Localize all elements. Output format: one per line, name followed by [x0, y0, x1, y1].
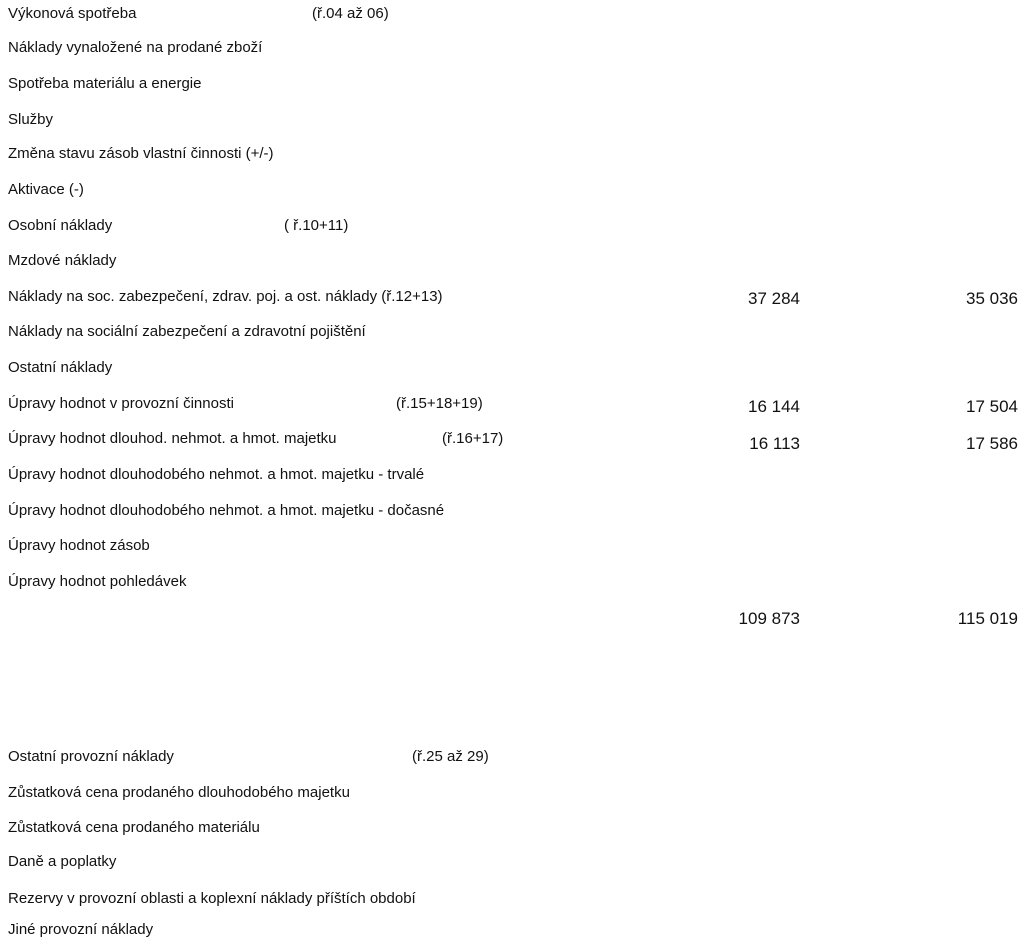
table-row — [0, 38, 1024, 68]
table-row — [0, 287, 1024, 317]
table-row — [0, 818, 1024, 848]
table-row — [0, 180, 1024, 210]
value-previous: 115 019 — [957, 609, 1018, 628]
row-label: Aktivace (-) — [8, 181, 84, 198]
value-current: 16 144 — [748, 397, 800, 416]
value-current: 37 284 — [748, 289, 800, 308]
value-current: 16 113 — [749, 434, 800, 453]
row-label: Úpravy hodnot zásob — [8, 537, 150, 554]
value-previous: 17 504 — [966, 397, 1018, 416]
row-label: Mzdové náklady — [8, 252, 117, 269]
row-label: Ostatní provozní náklady — [8, 748, 174, 765]
row-label: Daně a poplatky — [8, 853, 117, 870]
table-row — [0, 74, 1024, 104]
table-row — [0, 144, 1024, 174]
table-row — [0, 465, 1024, 495]
row-label: Zůstatková cena prodaného dlouhodobého majetku — [8, 784, 350, 801]
table-row — [0, 747, 1024, 777]
table-row — [0, 501, 1024, 531]
row-label: Úpravy hodnot dlouhodobého nehmot. a hmot. majetku - trvalé — [8, 466, 425, 483]
value-previous: 17 586 — [966, 434, 1018, 453]
total-row — [0, 607, 1024, 637]
table-row — [0, 852, 1024, 882]
row-label: Úpravy hodnot dlouhodobého nehmot. a hmot. majetku - dočasné — [8, 502, 445, 519]
row-reference: (ř.15+18+19) — [396, 395, 483, 412]
table-row — [0, 536, 1024, 566]
row-label: Rezervy v provozní oblasti a koplexní náklady příštích období — [8, 890, 416, 907]
row-reference: (ř.04 až 06) — [312, 5, 389, 22]
row-label: Zůstatková cena prodaného materiálu — [8, 819, 260, 836]
table-row — [0, 110, 1024, 140]
table-row — [0, 322, 1024, 352]
row-label: Úpravy hodnot pohledávek — [8, 573, 187, 590]
row-label: Úpravy hodnot v provozní činnosti — [8, 395, 234, 412]
row-label: Ostatní náklady — [8, 359, 113, 376]
value-current: 109 873 — [738, 609, 800, 628]
table-row — [0, 216, 1024, 246]
value-previous: 35 036 — [966, 289, 1018, 308]
table-row — [0, 358, 1024, 388]
row-reference: ( ř.10+11) — [284, 217, 349, 234]
table-row — [0, 920, 1024, 944]
row-reference: (ř.16+17) — [442, 430, 504, 447]
table-row — [0, 394, 1024, 424]
row-label: Náklady na sociální zabezpečení a zdravotní pojištění — [8, 323, 366, 340]
row-label: Jiné provozní náklady — [8, 921, 154, 938]
table-row — [0, 783, 1024, 813]
row-label: Změna stavu zásob vlastní činnosti (+/-) — [8, 145, 274, 162]
row-label: Spotřeba materiálu a energie — [8, 75, 202, 92]
row-label: Osobní náklady — [8, 217, 113, 234]
row-label: Úpravy hodnot dlouhod. nehmot. a hmot. majetku — [8, 430, 337, 447]
row-label: Náklady na soc. zabezpečení, zdrav. poj. a ost. náklady (ř.12+13) — [8, 288, 443, 305]
table-row — [0, 889, 1024, 919]
row-reference: (ř.25 až 29) — [412, 748, 489, 765]
table-row — [0, 429, 1024, 459]
table-row — [0, 251, 1024, 281]
table-row — [0, 572, 1024, 602]
table-row — [0, 4, 1024, 34]
row-label: Náklady vynaložené na prodané zboží — [8, 39, 263, 56]
row-label: Výkonová spotřeba — [8, 5, 137, 22]
row-label: Služby — [8, 111, 54, 128]
